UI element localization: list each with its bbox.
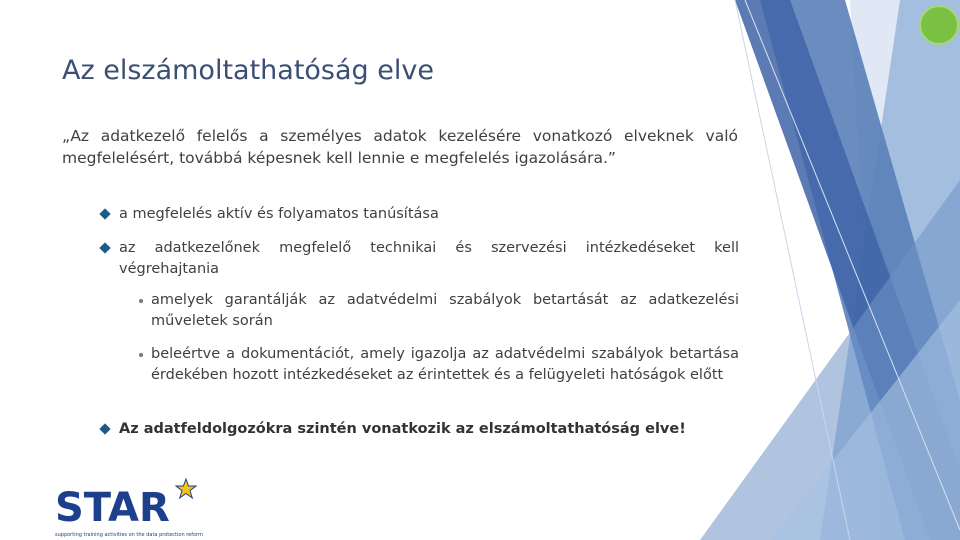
- subbullet-marker-1: [139, 299, 143, 303]
- intro-quote: „Az adatkezelő felelős a személyes adatok kezelésére vonatkozó elveknek való megfelelésért, továbbá képesnek kell lennie e megfelelés igazolására.”: [62, 127, 738, 167]
- star-logo: [55, 478, 215, 540]
- bullet-text-2: az adatkezelőnek megfelelő technikai és szervezési intézkedéseket kell végrehajtania: [119, 240, 739, 277]
- subbullet-text-2: beleértve a dokumentációt, amely igazolja az adatvédelmi szabályok betartása érdekében hozott intézkedéseket az érintettek és a felügyeleti hatóságok előtt: [151, 346, 739, 383]
- slide-title: Az elszámoltathatóság elve: [62, 55, 434, 86]
- logo-subtitle: supporting training activities on the data protection reform: [55, 532, 203, 538]
- bullet-text-1: a megfelelés aktív és folyamatos tanúsítása: [119, 206, 439, 222]
- subbullet-marker-2: [139, 353, 143, 357]
- logo-wordmark: STAR: [55, 485, 170, 531]
- bullet-text-3: Az adatfeldolgozókra szintén vonatkozik az elszámoltathatóság elve!: [119, 421, 686, 437]
- subbullet-text-1: amelyek garantálják az adatvédelmi szabályok betartását az adatkezelési műveletek során: [151, 292, 739, 329]
- logo-star-icon: [175, 478, 197, 500]
- decor-green-circle: [920, 6, 958, 44]
